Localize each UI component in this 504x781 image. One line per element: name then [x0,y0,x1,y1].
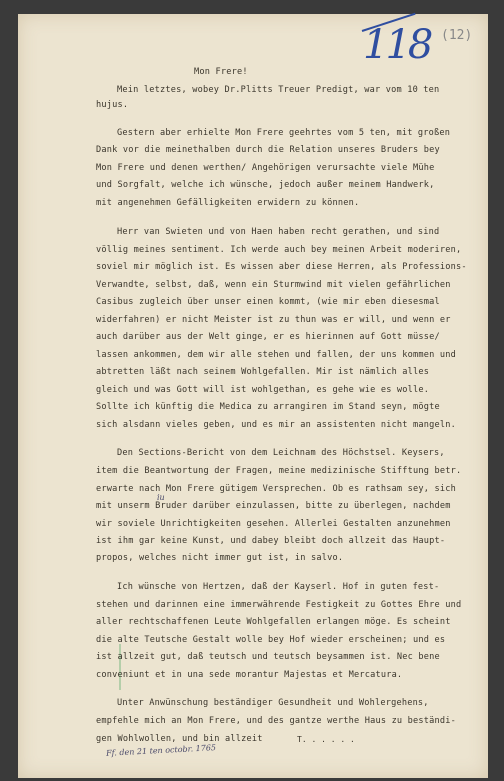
salutation: Mon Frere! [194,67,248,77]
letter-line: völlig meines sentiment. Ich werde auch bey meinen Arbeit moderiren, [96,245,462,255]
letter-line: und Sorgfalt, welche ich wünsche, jedoch außer meinem Handwerk, [96,180,435,190]
letter-line: auch darüber aus der Welt ginge, er es hierinnen auf Gott müsse/ [96,332,440,342]
letter-line: mit unserm Bruder darüber einzulassen, bitte zu überlegen, nachdem [96,501,451,511]
letter-line: ist allzeit gut, daß teutsch und teutsch beysammen ist. Nec bene [96,652,440,662]
letter-line: item die Beantwortung der Fragen, meine medizinische Stifftung betr. [96,466,462,476]
letter-line: Casibus zugleich über unser einen kommt, (wie mir eben diesesmal [96,297,440,307]
letter-line: widerfahren) er nicht Meister ist zu thun was er will, und wenn er [96,315,451,325]
letter-line: sich alsdann vieles geben, und es mir an assistenten nicht mangeln. [96,420,457,430]
letter-line: mit angenehmen Gefälligkeiten erwidern zu können. [96,198,360,208]
letter-line: empfehle mich an Mon Frere, und des gantze werthe Haus zu beständi- [96,716,457,726]
letter-line: gen Wohlwollen, und bin allzeit [96,734,263,744]
interlinear-annotation: iu [157,493,165,502]
letter-line: propos, welches nicht immer gut ist, in salvo. [96,553,344,563]
letter-line: gleich und was Gott will ist wohlgethan, es gehe wie es wolle. [96,385,430,395]
archive-folio-number: 118 [363,22,431,68]
signature-placeholder: T. . . . . . [297,735,355,744]
handwritten-date-note: Ff. den 21 ten octobr. 1765 [105,743,217,758]
letter-line: Ich wünsche von Hertzen, daß der Kayserl. Hof in guten fest- [117,582,440,592]
letter-line: erwarte nach Mon Frere gütigem Versprechen. Ob es rathsam sey, sich [96,484,457,494]
letter-line: aller rechtschaffenen Leute Wohlgefallen erlangen möge. Es scheint [96,617,451,627]
letter-line: Herr van Swieten und von Haen haben recht gerathen, und sind [117,227,440,237]
letter-line: lassen ankommen, dem wir alle stehen und fallen, der uns kommen und [96,350,457,360]
letter-line: ist ihm gar keine Kunst, und dabey bleibt doch allzeit das Haupt- [96,536,446,546]
letter-line: wir soviele Unrichtigkeiten gesehen. Allerlei Gestalten anzunehmen [96,519,451,529]
letter-line: Sollte ich künftig die Medica zu arrangiren im Stand seyn, mögte [96,402,440,412]
letter-line: Mon Frere und denen werthen/ Angehörigen verursachte viele Mühe [96,163,435,173]
letter-line: conveniunt et in una sede morantur Majestas et Mercatura. [96,670,403,680]
letter-line: hujus. [96,100,129,110]
letter-line: Mein letztes, wobey Dr.Plitts Treuer Predigt, war vom 10 ten [117,85,440,95]
letter-line: Verwandte, selbst, daß, wenn ein Sturmwind mit vielen gefährlichen [96,280,451,290]
letter-line: die alte Teutsche Gestalt wolle bey Hof wieder erscheinen; und es [96,635,446,645]
letter-line: soviel mir möglich ist. Es wissen aber diese Herren, als Professions- [96,262,467,272]
letter-line: abtretten läßt nach seinem Wohlgefallen. Mir ist nämlich alles [96,367,430,377]
letter-line: Unter Anwünschung beständiger Gesundheit und Wohlergehens, [117,698,429,708]
letter-line: Gestern aber erhielte Mon Frere geehrtes vom 5 ten, mit großen [117,128,451,138]
letter-line: Dank vor die meinethalben durch die Relation unseres Bruders bey [96,145,440,155]
letter-line: stehen und darinnen eine immerwährende Festigkeit zu Gottes Ehre und [96,600,462,610]
page-number: (12) [441,28,473,43]
letter-line: Den Sections-Bericht von dem Leichnam des Höchstsel. Keysers, [117,448,445,458]
